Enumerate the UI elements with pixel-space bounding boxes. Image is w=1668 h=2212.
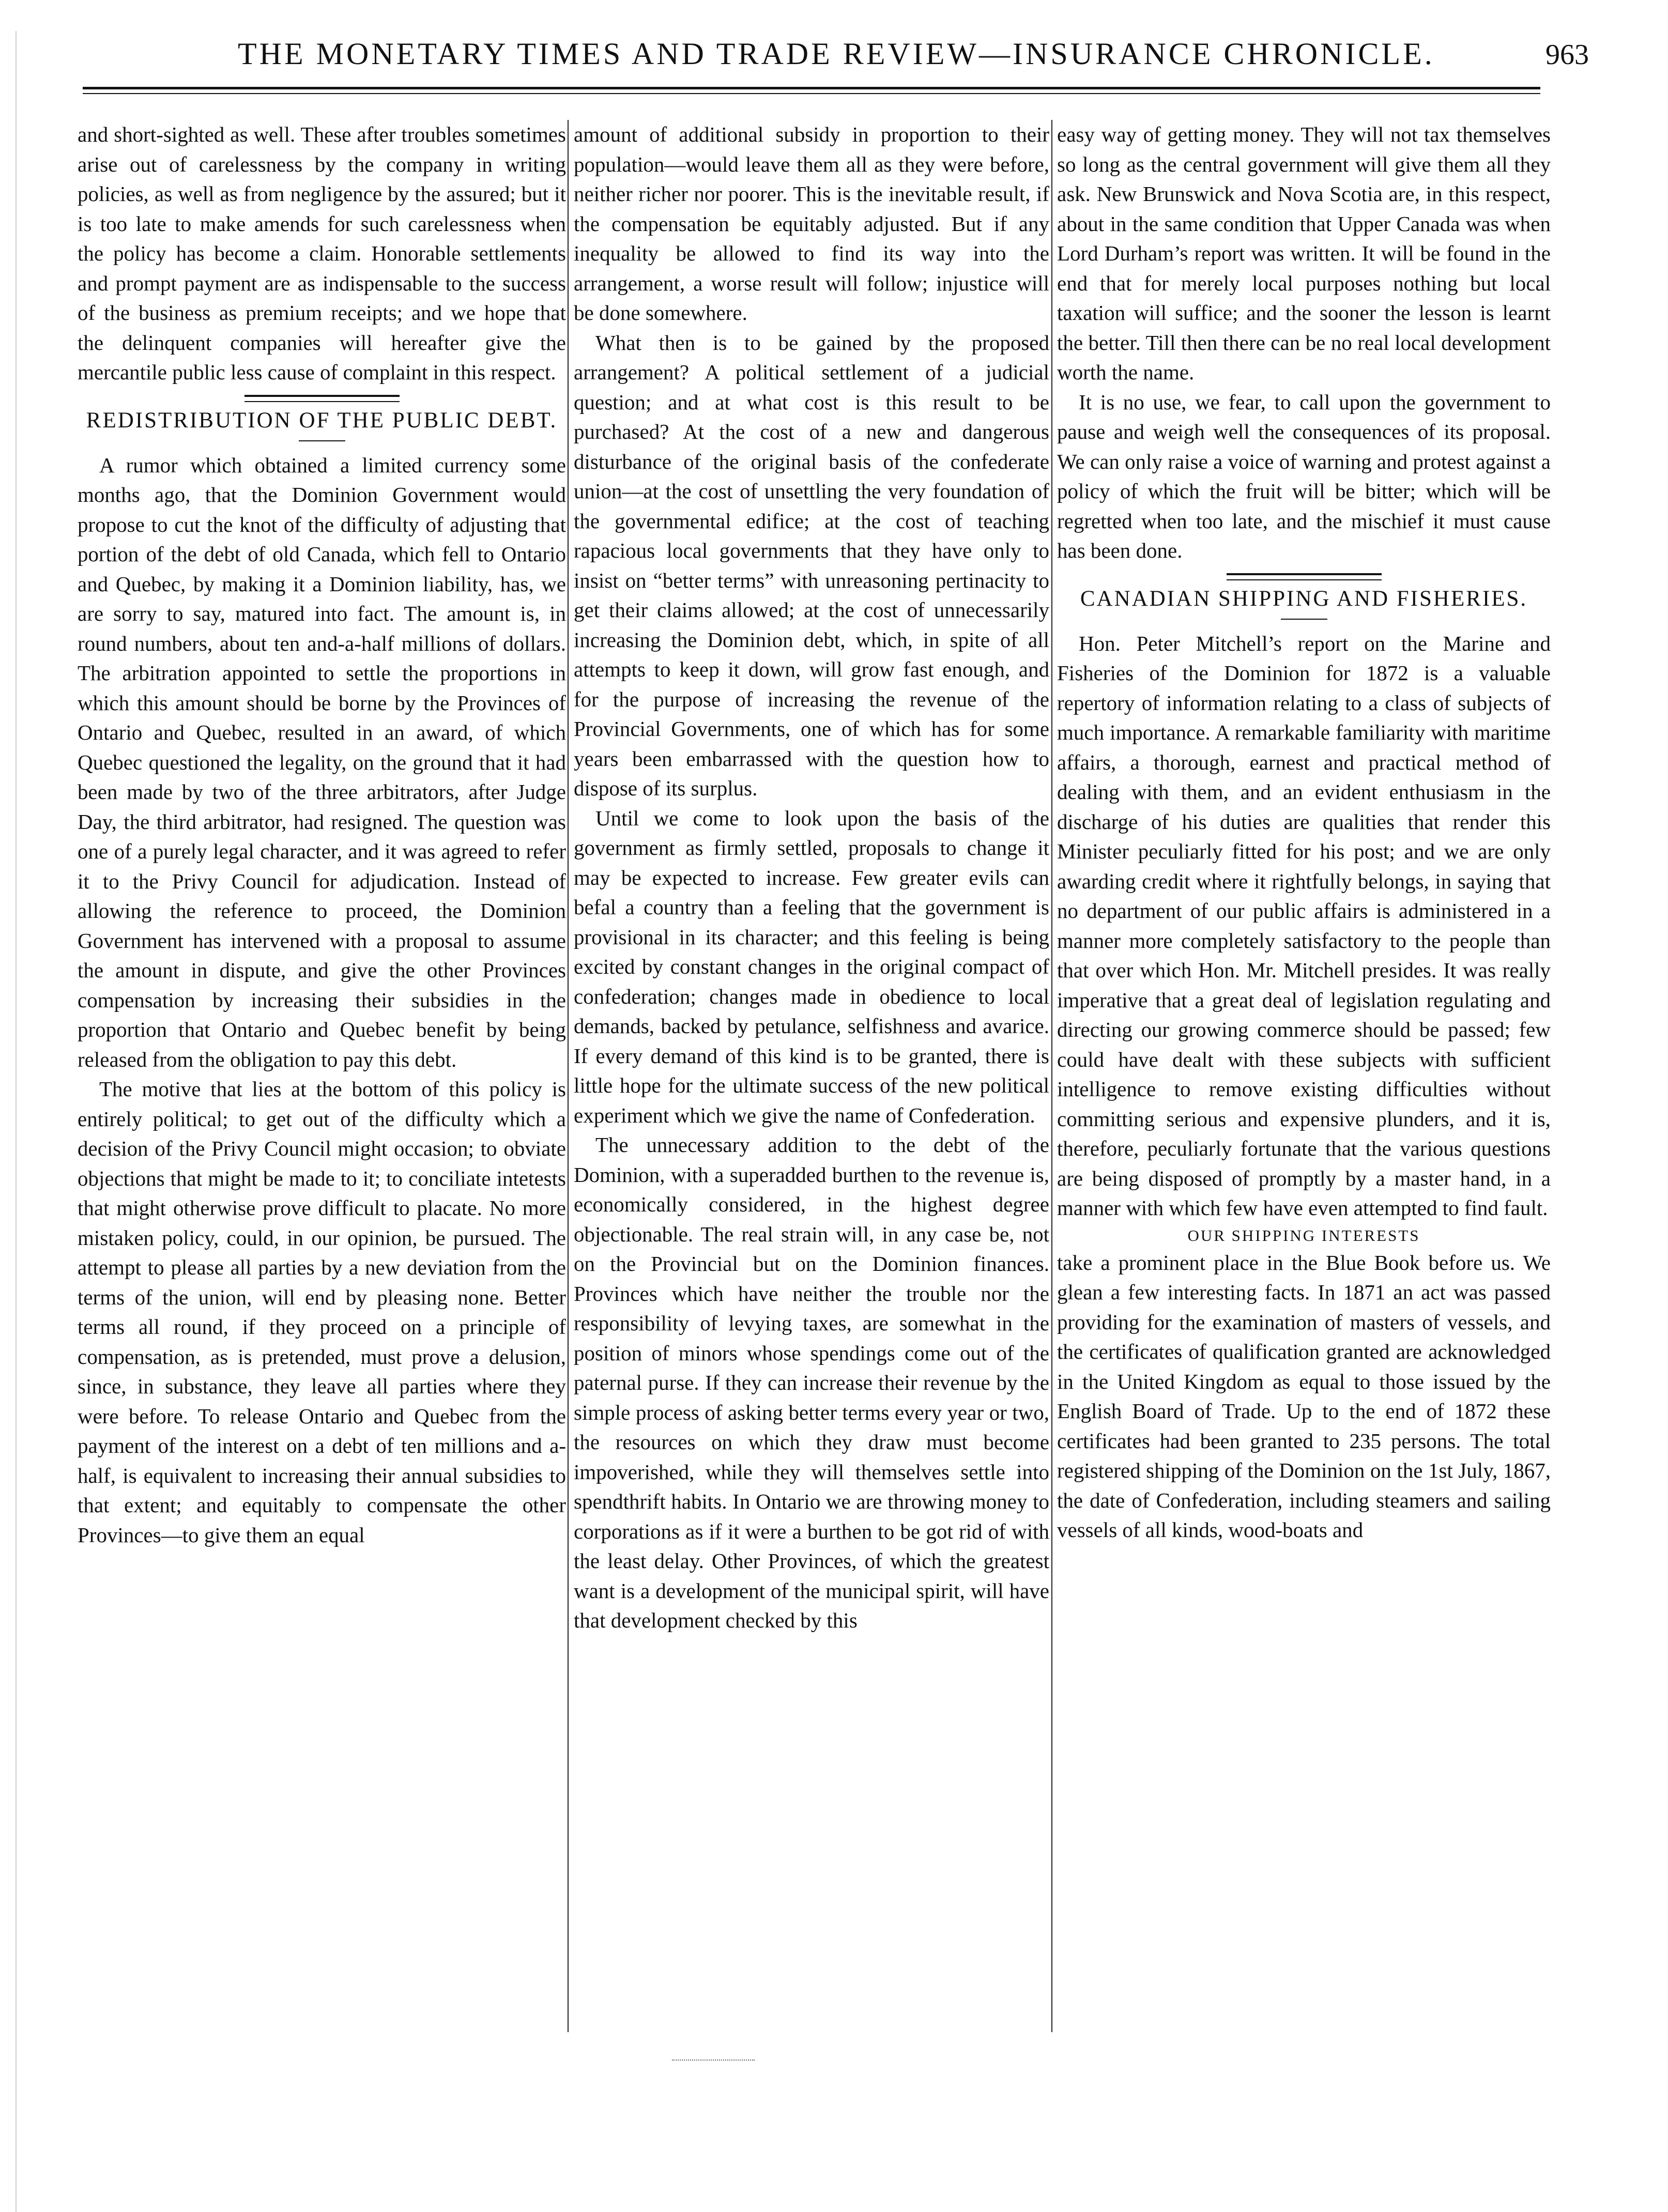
section-rule	[244, 395, 400, 402]
paragraph: Until we come to look upon the basis of the government as firmly settled, proposals to change it may be expected to increase. Few greater evils can befal a country than a feeling that the government is provisional in its character; and this feeling is being excited by constant changes in the original compact of confederation; changes made in obedience to local demands, backed by petulance, selfishness and avarice. If every demand of this kind is to be granted, there is little hope for the ultimate success of the new political experiment which we give the name of Confederation.	[574, 806, 1049, 1127]
column-divider	[568, 120, 569, 2032]
paragraph: The motive that lies at the bottom of this policy is entirely political; to get out of the difficulty which a decision of the Privy Council might occasion; to obviate objections that might be made to it; to conciliate intetests that might otherwise prove difficult to placate. No more mistaken policy, could, in our opinion, be pursued. The attempt to please all parties by a new deviation from the terms of the union, will end by pleasing none. Better terms all round, if they proceed on a principle of compensation, as is pretended, must prove a delusion, since, in substance, they leave all parties where they were before. To release Ontario and Quebec from the payment of the interest on a debt of ten millions and a-half, is equivalent to increasing their annual subsidies to that extent; and equitably to compensate the other Provinces—to give them an equal	[78, 1077, 566, 1547]
running-title: THE MONETARY TIMES AND TRADE REVIEW—INSURANCE CHRONICLE.	[238, 37, 1435, 71]
paragraph: The unnecessary addition to the debt of the Dominion, with a superadded burthen to the revenue is, economically considered, in the highest degree objectionable. The real strain will, in any case be, not on the Provincial but on the Dominion finances. Provinces which have neither the trouble nor the responsibility of levying taxes, are somewhat in the position of minors whose spendings come out of the paternal purse. If they can increase their revenue by the simple process of asking better terms every year or two, the resources on which they draw must become impoverished, while they will themselves settle into spendthrift habits. In Ontario we are throwing money to corporations as if it were a burthen to be got rid of with the least delay. Other Provinces, of which the greatest want is a development of the municipal spirit, will have that development checked by this	[574, 1133, 1049, 1632]
paragraph: A rumor which obtained a limited currency some months ago, that the Dominion Government would propose to cut the knot of the difficulty of adjusting that portion of the debt of old Canada, which fell to Ontario and Quebec, by making it a Dominion liability, has, we are sorry to say, matured into fact. The amount is, in round numbers, about ten and-a-half millions of dollars. The arbitration appointed to settle the proportions in which this amount should be borne by the Provinces of Ontario and Quebec, resulted in an award, of which Quebec questioned the legality, on the ground that it had been made by two of the three arbitrators, after Judge Day, the third arbitrator, had resigned. The question was one of a purely legal character, and it was agreed to refer it to the Privy Council for adjudication. Instead of allowing the reference to proceed, the Dominion Government has intervened with a proposal to assume the amount in dispute, and give the other Provinces compensation by increasing their subsidies in the proportion that Ontario and Quebec benefit by being released from the obligation to pay this debt.	[78, 453, 566, 1071]
page-edge-shadow	[16, 31, 17, 2212]
column-middle	[574, 120, 1049, 2032]
heading-underline	[1281, 619, 1327, 620]
paragraph: What then is to be gained by the proposed arrangement? A political settlement of a judicial question; and at what cost is this result to be purchased? At the cost of a new and dangerous disturbance of the original basis of the confederate union—at the cost of unsettling the very foundation of the governmental edifice; at the cost of teaching rapacious local governments that they have only to insist on “better terms” with unreasoning pertinacity to get their claims allowed; at the cost of unnecessarily increasing the Dominion debt, which, in spite of all attempts to keep it down, will grow fast enough, and for the purpose of increasing the revenue of the Provincial Governments, one of which has for some years been embarrassed with the question how to dispose of its surplus.	[574, 330, 1049, 800]
paragraph: and short-sighted as well. These after troubles sometimes arise out of carelessness by the company in writing policies, as well as from negligence by the assured; but it is too late to make amends for such carelessness when the policy has become a claim. Honorable settlements and prompt payment are as indispensable to the success of the business as premium receipts; and we hope that the delinquent companies will hereafter give the mercantile public less cause of complaint in this respect.	[78, 122, 566, 384]
paragraph: amount of additional subsidy in proportion to their population—would leave them all as they were before, neither richer nor poorer. This is the inevitable result, if the compensation be equitably adjusted. But if any inequality be allowed to find its way into the arrangement, a worse result will follow; injustice will be done somewhere.	[574, 122, 1049, 325]
column-right	[1057, 120, 1551, 2032]
footer-mark	[672, 2060, 755, 2061]
column-left	[78, 120, 566, 2032]
paragraph: take a prominent place in the Blue Book before us. We glean a few interesting facts. In 1871 an act was passed providing for the examination of masters of vessels, and the certificates of qualification granted are acknowledged in the United Kingdom as equal to those issued by the English Board of Trade. Up to the end of 1872 these certificates had been granted to 235 persons. The total registered shipping of the Dominion on the 1st July, 1867, the date of Confederation, including steamers and sailing vessels of all kinds, wood-boats and	[1057, 1250, 1551, 1542]
paragraph: easy way of getting money. They will not tax themselves so long as the central government will give them all they ask. New Brunswick and Nova Scotia are, in this respect, about in the same condition that Upper Canada was when Lord Durham’s report was written. It will be found in the end that for merely local purposes nothing but local taxation will suffice; and the sooner the lesson is learnt the better. Till then there can be no real local development worth the name.	[1057, 122, 1551, 384]
header-rule-thick	[83, 87, 1540, 89]
article-heading: CANADIAN SHIPPING AND FISHERIES.	[1080, 586, 1528, 611]
article-heading: REDISTRIBUTION OF THE PUBLIC DEBT.	[86, 408, 558, 433]
header-rule-thin	[83, 93, 1540, 94]
page-header	[62, 31, 1613, 78]
paragraph: Hon. Peter Mitchell’s report on the Marine and Fisheries of the Dominion for 1872 is a valuable repertory of information relating to a class of subjects of much importance. A remarkable familiarity with maritime affairs, a thorough, earnest and practical method of dealing with them, and an evident enthusiasm in the discharge of his duties are qualities that render this Minister peculiarly fitted for his post; and we are only awarding credit where it rightfully belongs, in saying that no department of our public affairs is administered in a manner more completely satisfactory to the people than that over which Hon. Mr. Mitchell presides. It was really imperative that a great deal of legislation regulating and directing our growing commerce should be passed; few could have dealt with these subjects with sufficient intelligence to remove existing difficulties without committing serious and expensive plunders, and it is, therefore, peculiarly fortunate that the various questions are being disposed of promptly by a master hand, in a manner with which few have even attempted to find fault.	[1057, 631, 1551, 1220]
section-subheading: OUR SHIPPING INTERESTS	[1187, 1226, 1420, 1245]
column-divider	[1051, 120, 1052, 2032]
heading-underline	[299, 440, 345, 441]
section-rule	[1227, 573, 1382, 580]
paragraph: It is no use, we fear, to call upon the government to pause and weigh well the consequences of its proposal. We can only raise a voice of warning and protest against a policy of which the fruit will be bitter; which will be regretted when too late, and the mischief it must cause has been done.	[1057, 390, 1551, 562]
page-number: 963	[1545, 39, 1589, 71]
